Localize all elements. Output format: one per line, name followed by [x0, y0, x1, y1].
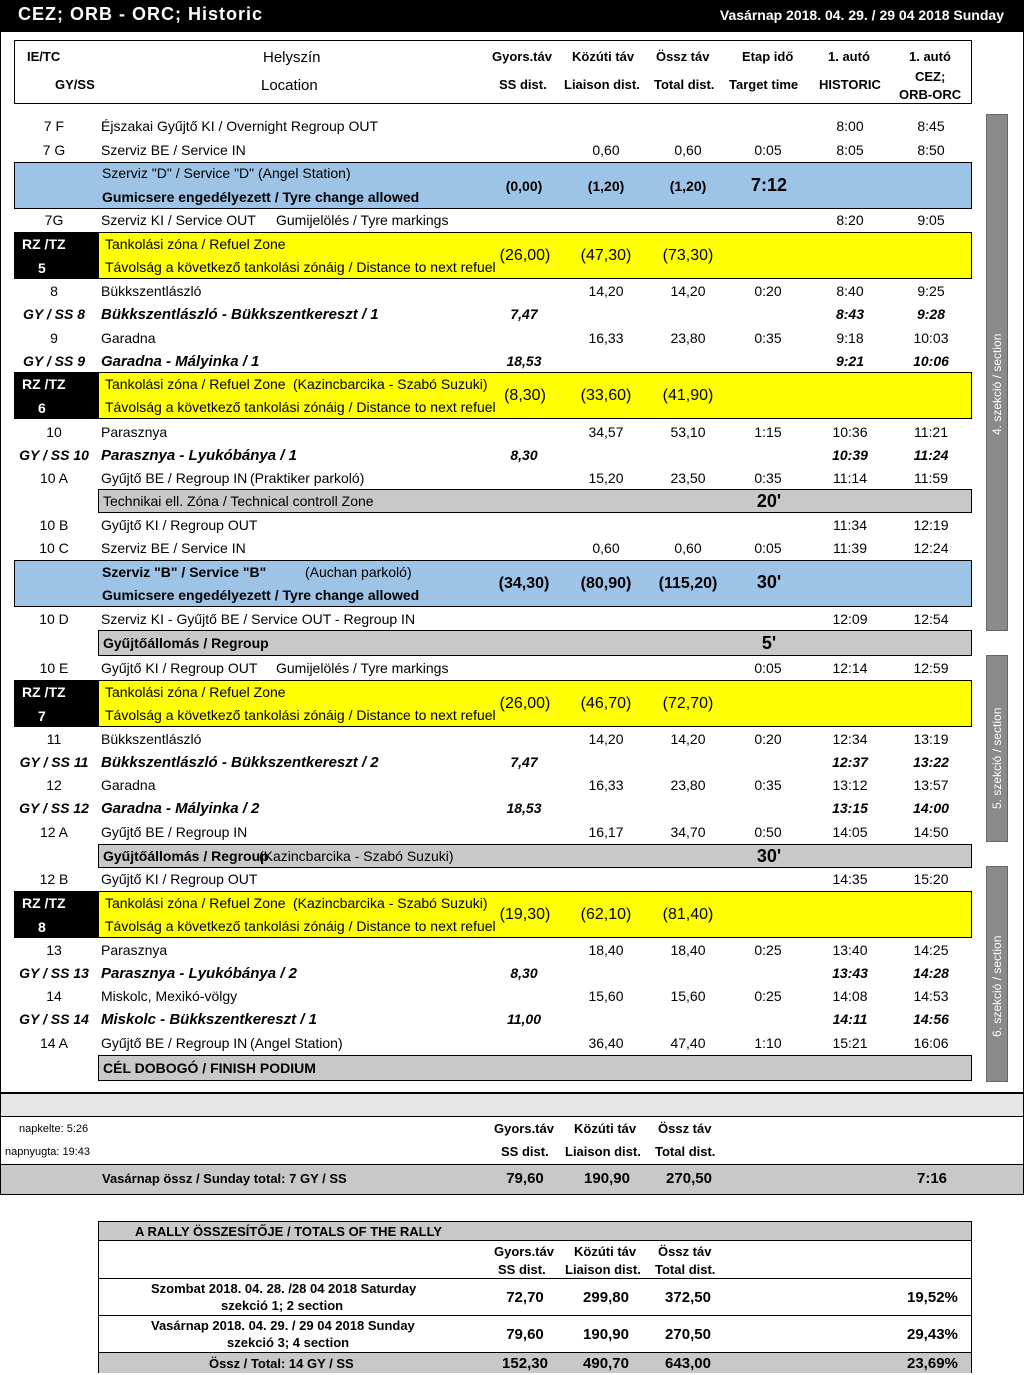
row-time-historic: 9:18: [836, 330, 864, 346]
row-id: 10 B: [39, 517, 69, 533]
row-id: 7 G: [42, 142, 66, 158]
rz-tag-number: 8: [38, 919, 46, 935]
row-id: 11: [46, 731, 62, 747]
row-location: Bükkszentlászló - Bükkszentkereszt / 2: [101, 754, 379, 771]
row-location: Bükkszentlászló: [101, 731, 202, 747]
technical-zone-band: [98, 489, 972, 513]
tot-col-gyors: Gyors.táv: [494, 1244, 554, 1259]
band-line1-location: (Auchan parkoló): [305, 564, 412, 580]
band-total: (115,20): [658, 575, 718, 592]
row-time-cez: 14:00: [913, 800, 949, 816]
totals-row-liaison: 190,90: [583, 1326, 629, 1343]
service-d-band: [14, 162, 972, 209]
band-line2: Gumicsere engedélyezett / Tyre change allowed: [102, 587, 420, 603]
row-ss-dist: 7,47: [510, 306, 538, 322]
totals-row-label: Vasárnap 2018. 04. 29. / 29 04 2018 Sunday: [151, 1318, 415, 1333]
band-line1: Gyűjtőállomás / Regroup: [103, 848, 269, 864]
row-total-dist: 0,60: [674, 142, 702, 158]
row-time-historic: 9:21: [835, 353, 865, 369]
rz-tag-number: 5: [38, 260, 46, 276]
row-id: 13: [46, 942, 62, 958]
row-time-cez: 14:56: [913, 1011, 949, 1027]
row-time-historic: 13:43: [832, 965, 868, 981]
row-time-cez: 12:19: [913, 517, 949, 533]
band-ss: (26,00): [499, 247, 551, 264]
row-time-cez: 11:21: [914, 424, 948, 440]
totals-row-sublabel: szekció 1; 2 section: [221, 1298, 344, 1313]
band-total: (81,40): [662, 906, 714, 923]
band-line1: Tankolási zóna / Refuel Zone: [105, 895, 286, 911]
totals-row-overall: [99, 1352, 971, 1373]
row-total-dist: 14,20: [670, 731, 706, 747]
row-target-time: 1:15: [754, 424, 782, 440]
row-id: 14 A: [39, 1035, 69, 1051]
row-total-dist: 23,80: [670, 777, 706, 793]
row-time-historic: 12:37: [832, 754, 868, 770]
row-ss-dist: 8,30: [510, 447, 538, 463]
band-line1: Szerviz "D" / Service "D" (Angel Station): [102, 165, 351, 181]
totals-row-sunday: [99, 1315, 971, 1353]
row-liaison-dist: 15,20: [588, 470, 624, 486]
row-id: 10 E: [39, 660, 69, 676]
row-time-cez: 15:20: [913, 871, 949, 887]
band-line1-location: (Kazincbarcika - Szabó Suzuki): [259, 848, 454, 864]
sum-col-total: Total dist.: [655, 1144, 716, 1159]
row-id: 10 C: [39, 540, 69, 556]
row-location: Gyűjtő KI / Regroup OUT: [101, 517, 258, 533]
sum-col-gyors: Gyors.táv: [494, 1121, 554, 1136]
section-label: 6. szekció / section: [990, 935, 1004, 1037]
band-ss: (8,30): [504, 387, 546, 404]
row-time-cez: 12:54: [913, 611, 949, 627]
row-time-cez: 12:24: [913, 540, 949, 556]
row-id: 14: [46, 988, 62, 1004]
rz-tag-number: 6: [38, 400, 46, 416]
row-location: Parasznya: [101, 942, 168, 958]
row-time-cez: 10:06: [913, 353, 949, 369]
row-liaison-dist: 18,40: [588, 942, 624, 958]
row-time-cez: 13:57: [913, 777, 949, 793]
row-time-historic: 12:09: [832, 611, 868, 627]
rz-tag-label: RZ /TZ: [22, 895, 66, 911]
rz-tag-label: RZ /TZ: [22, 684, 66, 700]
band-total: (72,70): [662, 695, 714, 712]
row-time-cez: 9:28: [916, 306, 946, 322]
row-time-historic: 8:20: [836, 212, 864, 228]
section-label: 4. szekció / section: [990, 333, 1004, 435]
tot-col-total: Total dist.: [655, 1262, 716, 1277]
row-total-dist: 34,70: [670, 824, 706, 840]
row-target-time: 0:05: [754, 540, 782, 556]
col-auto1: 1. autó: [828, 49, 870, 64]
col-ietc: IE/TC: [27, 49, 61, 64]
refuel-zone-tag: [14, 680, 98, 727]
row-location: Garadna: [101, 330, 156, 346]
row-time-historic: 14:08: [832, 988, 868, 1004]
day-summary: [0, 1093, 1024, 1195]
row-time-historic: 10:39: [832, 447, 868, 463]
row-time-historic: 12:34: [832, 731, 868, 747]
row-location: Szerviz BE / Service IN: [101, 142, 246, 158]
tot-col-ossz: Össz táv: [658, 1244, 712, 1259]
band-line2: Távolság a következő tankolási zónáig / Distance to next refuel: [105, 707, 496, 723]
band-line1: Tankolási zóna / Refuel Zone: [105, 684, 286, 700]
band-line2: Távolság a következő tankolási zónáig / Distance to next refuel: [105, 399, 496, 415]
row-liaison-dist: 16,17: [588, 824, 624, 840]
refuel-zone-8-band: [98, 891, 972, 938]
band-time: 5': [761, 633, 777, 653]
totals-row-ss: 152,30: [502, 1355, 548, 1372]
band-liaison: (80,90): [580, 575, 632, 592]
band-total: (73,30): [662, 247, 714, 264]
band-liaison: (46,70): [580, 695, 632, 712]
totals-row-pct: 19,52%: [907, 1289, 958, 1306]
row-id: 12: [46, 777, 62, 793]
sunday-total-ss: 79,60: [506, 1170, 544, 1187]
row-time-cez: 10:03: [913, 330, 949, 346]
band-line1: Gyűjtőállomás / Regroup: [103, 635, 269, 651]
row-time-historic: 8:05: [836, 142, 864, 158]
totals-row-label: Össz / Total: 14 GY / SS: [209, 1356, 354, 1371]
totals-row-liaison: 299,80: [583, 1289, 629, 1306]
tot-col-ssdist: SS dist.: [498, 1262, 546, 1277]
row-note: Gumijelölés / Tyre markings: [276, 212, 449, 228]
totals-row-total: 372,50: [665, 1289, 711, 1306]
column-header: [14, 40, 972, 104]
row-id: 10 A: [39, 470, 69, 486]
col-total: Total dist.: [654, 77, 715, 92]
rally-totals: [98, 1221, 972, 1373]
row-time-historic: 12:14: [832, 660, 868, 676]
row-time-historic: 14:35: [832, 871, 868, 887]
row-location: Garadna - Mályinka / 2: [101, 800, 260, 817]
row-time-historic: 13:12: [832, 777, 868, 793]
row-total-dist: 14,20: [670, 283, 706, 299]
row-target-time: 0:35: [754, 330, 782, 346]
row-id: 9: [50, 330, 58, 346]
row-liaison-dist: 15,60: [588, 988, 624, 1004]
row-time-cez: 14:53: [913, 988, 949, 1004]
refuel-zone-7-band: [98, 680, 972, 727]
col-orborc: ORB-ORC: [899, 87, 962, 102]
totals-row-total: 270,50: [665, 1326, 711, 1343]
row-location: Szerviz BE / Service IN: [101, 540, 246, 556]
row-note: (Angel Station): [250, 1035, 343, 1051]
row-time-cez: 11:24: [913, 447, 949, 463]
band-liaison: (1,20): [587, 178, 625, 194]
row-total-dist: 53,10: [670, 424, 706, 440]
sunday-total-time: 7:16: [916, 1170, 948, 1187]
band-line2: Távolság a következő tankolási zónáig / Distance to next refuel: [105, 259, 496, 275]
band-line2: Gumicsere engedélyezett / Tyre change allowed: [102, 189, 420, 205]
section-6-bar: [986, 866, 1008, 1082]
band-liaison: (47,30): [580, 247, 632, 264]
row-target-time: 0:35: [754, 470, 782, 486]
col-etap: Etap idő: [742, 49, 794, 64]
row-id: GY / SS 9: [23, 353, 85, 369]
row-id: GY / SS 14: [19, 1011, 89, 1027]
row-liaison-dist: 16,33: [588, 330, 624, 346]
rz-tag-number: 7: [38, 708, 46, 724]
band-ss: (34,30): [498, 575, 550, 592]
col-gyors: Gyors.táv: [492, 49, 552, 64]
row-id: GY / SS 13: [19, 965, 89, 981]
row-liaison-dist: 0,60: [592, 540, 620, 556]
row-location: Gyűjtő BE / Regroup IN: [101, 470, 248, 486]
row-note: (Praktiker parkoló): [250, 470, 365, 486]
row-time-historic: 14:11: [832, 1011, 868, 1027]
row-id: GY / SS 8: [23, 306, 85, 322]
title-bar: [0, 0, 1024, 32]
row-liaison-dist: 14,20: [588, 731, 624, 747]
row-target-time: 0:20: [754, 283, 782, 299]
row-location: Szerviz KI - Gyűjtő BE / Service OUT - Regroup IN: [101, 611, 416, 627]
refuel-zone-6-band: [98, 372, 972, 419]
sunday-total-bar: [1, 1164, 1023, 1194]
band-time: 30': [756, 572, 782, 592]
row-target-time: 0:05: [754, 142, 782, 158]
row-liaison-dist: 14,20: [588, 283, 624, 299]
sum-col-kozuti: Közúti táv: [574, 1121, 637, 1136]
row-total-dist: 23,50: [670, 470, 706, 486]
band-line1: Szerviz "B" / Service "B": [102, 564, 267, 580]
row-time-cez: 14:50: [913, 824, 949, 840]
totals-row-liaison: 490,70: [583, 1355, 629, 1372]
col-location: Location: [261, 77, 318, 94]
row-id: 7 F: [43, 118, 65, 134]
band-total: (41,90): [662, 387, 714, 404]
sum-col-ssdist: SS dist.: [501, 1144, 549, 1159]
row-location: Szerviz KI / Service OUT: [101, 212, 256, 228]
refuel-zone-tag: [14, 891, 98, 938]
row-location: Miskolc - Bükkszentkereszt / 1: [101, 1011, 317, 1028]
totals-row-sublabel: szekció 3; 4 section: [227, 1335, 350, 1350]
row-target-time: 0:20: [754, 731, 782, 747]
row-id: GY / SS 12: [19, 800, 89, 816]
row-liaison-dist: 0,60: [592, 142, 620, 158]
section-label: 5. szekció / section: [990, 707, 1004, 809]
refuel-zone-tag: [14, 372, 98, 419]
band-liaison: (33,60): [580, 387, 632, 404]
row-id: GY / SS 10: [19, 447, 89, 463]
band-line1: Tankolási zóna / Refuel Zone: [105, 236, 286, 252]
row-ss-dist: 18,53: [506, 800, 542, 816]
totals-row-pct: 29,43%: [907, 1326, 958, 1343]
col-kozuti: Közúti táv: [572, 49, 635, 64]
sunday-total-liaison: 190,90: [584, 1170, 630, 1187]
col-auto2: 1. autó: [909, 49, 951, 64]
band-line1: Technikai ell. Zóna / Technical controll Zone: [103, 493, 374, 509]
row-time-cez: 9:25: [917, 283, 945, 299]
row-time-cez: 8:45: [917, 118, 945, 134]
band-line2: Távolság a következő tankolási zónáig / Distance to next refuel: [105, 918, 496, 934]
row-time-historic: 13:40: [832, 942, 868, 958]
totals-title-bar: [99, 1222, 971, 1241]
row-location: Gyűjtő KI / Regroup OUT: [101, 871, 258, 887]
band-line1: CÉL DOBOGÓ / FINISH PODIUM: [103, 1060, 316, 1076]
row-time-cez: 13:19: [913, 731, 949, 747]
page-title: CEZ; ORB - ORC; Historic: [18, 4, 264, 24]
row-id: 10: [46, 424, 62, 440]
row-total-dist: 15,60: [670, 988, 706, 1004]
row-time-cez: 16:06: [913, 1035, 949, 1051]
sunday-total-label: Vasárnap össz / Sunday total: 7 GY / SS: [102, 1171, 347, 1186]
row-time-cez: 11:59: [914, 470, 948, 486]
row-liaison-dist: 36,40: [588, 1035, 624, 1051]
row-target-time: 0:25: [754, 988, 782, 1004]
row-location: Bükkszentlászló: [101, 283, 202, 299]
row-time-historic: 8:43: [835, 306, 865, 322]
col-ossz: Össz táv: [656, 49, 710, 64]
row-ss-dist: 7,47: [510, 754, 538, 770]
row-time-cez: 9:05: [917, 212, 945, 228]
sunday-total-total: 270,50: [666, 1170, 712, 1187]
sum-col-liaison: Liaison dist.: [565, 1144, 641, 1159]
row-time-cez: 12:59: [913, 660, 949, 676]
band-ss: (19,30): [499, 906, 551, 923]
col-target: Target time: [729, 77, 799, 92]
sunset: napnyugta: 19:43: [5, 1146, 91, 1158]
row-ss-dist: 18,53: [506, 353, 542, 369]
rz-tag-label: RZ /TZ: [22, 236, 66, 252]
totals-row-label: Szombat 2018. 04. 28. /28 04 2018 Saturday: [151, 1281, 417, 1296]
row-time-historic: 8:00: [836, 118, 864, 134]
row-target-time: 0:25: [754, 942, 782, 958]
row-total-dist: 18,40: [670, 942, 706, 958]
row-location: Miskolc, Mexikó-völgy: [101, 988, 238, 1004]
regroup-band: [98, 630, 972, 656]
row-ss-dist: 8,30: [510, 965, 538, 981]
row-total-dist: 47,40: [670, 1035, 706, 1051]
row-time-cez: 14:28: [913, 965, 949, 981]
row-location: Parasznya - Lyukóbánya / 1: [101, 447, 297, 464]
row-id: 7G: [44, 212, 64, 228]
row-id: 10 D: [39, 611, 69, 627]
band-line1-location: (Kazincbarcika - Szabó Suzuki): [293, 376, 488, 392]
row-time-historic: 13:15: [832, 800, 868, 816]
service-b-band: [14, 560, 972, 607]
row-id: GY / SS 11: [19, 754, 89, 770]
section-5-bar: [986, 655, 1008, 842]
totals-row-saturday: [99, 1278, 971, 1316]
col-historic: HISTORIC: [819, 77, 881, 92]
sunrise: napkelte: 5:26: [19, 1123, 89, 1135]
section-4-bar: [986, 114, 1008, 631]
row-location: Gyűjtő BE / Regroup IN: [101, 824, 248, 840]
row-time-historic: 11:34: [833, 517, 867, 533]
row-time-historic: 14:05: [832, 824, 868, 840]
col-helyszin: Helyszín: [263, 49, 321, 66]
row-time-historic: 8:40: [836, 283, 864, 299]
regroup-band: [98, 844, 972, 868]
row-time-cez: 14:25: [913, 942, 949, 958]
row-location: Garadna - Mályinka / 1: [101, 353, 260, 370]
tot-col-kozuti: Közúti táv: [574, 1244, 637, 1259]
row-target-time: 1:10: [754, 1035, 782, 1051]
row-location: Éjszakai Gyűjtő KI / Overnight Regroup OUT: [101, 118, 378, 134]
row-location: Garadna: [101, 777, 156, 793]
row-time-historic: 10:36: [832, 424, 868, 440]
col-cez: CEZ;: [915, 69, 946, 84]
row-note: Gumijelölés / Tyre markings: [276, 660, 449, 676]
band-line1-location: (Kazincbarcika - Szabó Suzuki): [293, 895, 488, 911]
row-location: Parasznya - Lyukóbánya / 2: [101, 965, 297, 982]
totals-row-ss: 79,60: [506, 1326, 544, 1343]
summary-spacer: [1, 1094, 1023, 1117]
row-id: 8: [50, 283, 58, 299]
row-time-cez: 8:50: [917, 142, 945, 158]
row-location: Gyűjtő BE / Regroup IN: [101, 1035, 248, 1051]
col-gyss: GY/SS: [55, 77, 95, 92]
refuel-zone-tag: [14, 232, 98, 279]
col-liaison: Liaison dist.: [564, 77, 640, 92]
band-ss: (0,00): [505, 178, 543, 194]
totals-title: A RALLY ÖSSZESÍTŐJE / TOTALS OF THE RALLY: [135, 1224, 442, 1239]
band-time: 30': [756, 846, 782, 866]
page-date: Vasárnap 2018. 04. 29. / 29 04 2018 Sunday: [719, 7, 1004, 23]
band-liaison: (62,10): [580, 906, 632, 923]
band-line1: Tankolási zóna / Refuel Zone: [105, 376, 286, 392]
row-total-dist: 23,80: [670, 330, 706, 346]
row-time-historic: 11:14: [833, 470, 867, 486]
totals-row-pct: 23,69%: [907, 1355, 958, 1372]
band-ss: (26,00): [499, 695, 551, 712]
row-id: 12 A: [39, 824, 69, 840]
band-total: (1,20): [669, 178, 707, 194]
row-id: 12 B: [39, 871, 69, 887]
row-location: Gyűjtő KI / Regroup OUT: [101, 660, 258, 676]
row-liaison-dist: 34,57: [588, 424, 624, 440]
band-time: 20': [756, 491, 782, 511]
row-liaison-dist: 16,33: [588, 777, 624, 793]
row-location: Bükkszentlászló - Bükkszentkereszt / 1: [101, 306, 379, 323]
row-location: Parasznya: [101, 424, 168, 440]
row-time-historic: 11:39: [833, 540, 867, 556]
col-ssdist: SS dist.: [499, 77, 547, 92]
totals-row-ss: 72,70: [506, 1289, 544, 1306]
row-time-historic: 15:21: [832, 1035, 868, 1051]
rz-tag-label: RZ /TZ: [22, 376, 66, 392]
refuel-zone-5-band: [98, 232, 972, 279]
row-ss-dist: 11,00: [507, 1011, 541, 1027]
finish-band: [98, 1055, 972, 1081]
totals-row-total: 643,00: [665, 1355, 711, 1372]
row-target-time: 0:35: [754, 777, 782, 793]
tot-col-liaison: Liaison dist.: [565, 1262, 641, 1277]
band-time: 7:12: [750, 175, 788, 195]
row-total-dist: 0,60: [674, 540, 702, 556]
row-time-cez: 13:22: [913, 754, 949, 770]
row-target-time: 0:50: [754, 824, 782, 840]
row-target-time: 0:05: [754, 660, 782, 676]
sum-col-ossz: Össz táv: [658, 1121, 712, 1136]
